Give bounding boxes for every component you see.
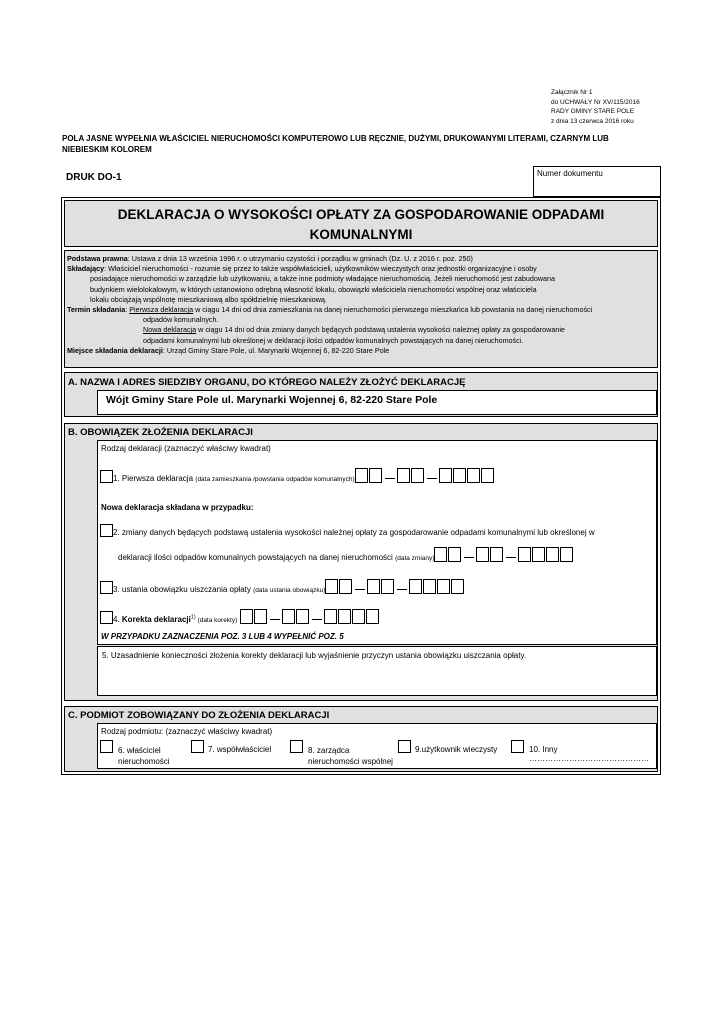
option-4-prefix: 4. (113, 615, 122, 624)
digit-box (352, 609, 365, 624)
digit-box (434, 547, 447, 562)
option-3-note: (data ustania obowiązku) (253, 587, 326, 594)
digit-box (448, 547, 461, 562)
option-6-line: nieruchomości (118, 757, 170, 766)
digit-box (296, 609, 309, 624)
digit-box (409, 579, 422, 594)
page-title: DEKLARACJA O WYSOKOŚCI OPŁATY ZA GOSPODAROWANIE ODPADAMI KOMUNALNYMI (64, 200, 658, 247)
owner-checkbox[interactable] (100, 740, 113, 753)
justification-field[interactable] (97, 646, 657, 696)
date-field-4[interactable] (240, 615, 380, 624)
manager-checkbox[interactable] (290, 740, 303, 753)
section-c-heading: C. PODMIOT ZOBOWIĄZANY DO ZŁOŻENIA DEKLARACJI (68, 710, 330, 721)
justification-label: 5. Uzasadnienie konieczności złożenia korekty deklaracji lub wyjaśnienie przyczyn ustania obowiązku uiszczania opłaty. (102, 651, 527, 660)
digit-box (481, 468, 494, 483)
subject-type-label: Rodzaj podmiotu: (zaznaczyć właściwy kwadrat) (101, 727, 273, 736)
option-7-label: 7. współwłaściciel (208, 745, 272, 754)
dash (506, 557, 516, 558)
other-checkbox[interactable] (511, 740, 524, 753)
dash (312, 619, 322, 620)
document-number-label: Numer dokumentu (537, 169, 603, 178)
option-6-line: 6. właściciel (118, 746, 161, 755)
filer-text: lokalu obciążają wspólnotę mieszkaniową albo spółdzielnię mieszkaniową. (90, 294, 327, 304)
legal-basis-label: Podstawa prawna (67, 254, 128, 263)
digit-box (324, 609, 337, 624)
authority-value: Wójt Gminy Stare Pole ul. Marynarki Wojennej 6, 82-220 Stare Pole (106, 394, 438, 406)
digit-box (560, 547, 573, 562)
option-4-label: Korekta deklaracji (121, 615, 191, 624)
date-field-1[interactable] (355, 474, 495, 483)
option-8-label (308, 745, 393, 767)
option-4-note: (data korekty) (195, 617, 238, 624)
attachment-line: Załącznik Nr 1 (551, 89, 593, 96)
digit-box (490, 547, 503, 562)
option-2-label: 2. zmiany danych będących podstawą ustalenia wysokości należnej opłaty za gospodarowanie odpadami komunalnymi lub określonej w (113, 528, 595, 537)
filer-text: posiadające nieruchomości w zarządzie lub użytkowaniu, a także inne podmioty władające nieruchomością. Jeżeli nieruchomość jest zabudowana (90, 274, 556, 284)
section-a-heading: A. NAZWA I ADRES SIEDZIBY ORGANU, DO KTÓREGO NALEŻY ZŁOŻYĆ DEKLARACJĘ (68, 377, 466, 388)
digit-box (439, 468, 452, 483)
digit-box (338, 609, 351, 624)
filer-text: : Właściciel nieruchomości - rozumie się przez to także współwłaścicieli, użytkowników wieczystych oraz jednostki organizacyjne i osoby (104, 264, 537, 274)
option-1-label: 1. Pierwsza deklaracja (113, 474, 194, 483)
digit-box (254, 609, 267, 624)
place-text: : Urząd Gminy Stare Pole, ul. Marynarki Wojennej 6, 82-220 Stare Pole (162, 345, 390, 355)
dash (270, 619, 280, 620)
option-8-line: 8. zarządca (308, 746, 350, 755)
deadline-first-text: w ciągu 14 dni od dnia zamieszkania na danej nieruchomości pierwszego mieszkańca lub powstania na danej nieruchomości (193, 305, 593, 315)
section-c (64, 706, 658, 772)
option-2-cont: deklaracji ilości odpadów komunalnych powstających na danej nieruchomości (118, 553, 393, 562)
form-code: DRUK DO-1 (66, 172, 122, 183)
fill-instructions: POLA JASNE WYPEŁNIA WŁAŚCICIEL NIERUCHOMOŚCI KOMPUTEROWO LUB RĘCZNIE, DUŻYMI, DRUKOWANYMI LITERAMI, CZARNYM LUB NIEBIESKIM KOLOREM (62, 134, 609, 154)
data-change-checkbox[interactable] (100, 524, 113, 537)
filer-label: Składający (67, 264, 105, 274)
declaration-type-box (97, 440, 657, 645)
option-6-label (118, 745, 170, 767)
digit-box (282, 609, 295, 624)
digit-box (437, 579, 450, 594)
option-2-row (100, 524, 595, 537)
subject-type-box (97, 723, 657, 769)
date-field-3[interactable] (325, 585, 465, 594)
dash (355, 589, 365, 590)
attachment-note (551, 88, 640, 126)
option-3-label: 3. ustania obowiązku uiszczania opłaty (113, 585, 251, 594)
attachment-line: z dnia 13 czerwca 2016 roku (551, 117, 634, 125)
option-1-note: (data zamieszkania /powstania odpadów komunalnych) (195, 476, 355, 483)
attachment-line: do UCHWAŁY Nr XV/115/2016 (551, 98, 640, 106)
option-1-row (100, 468, 495, 483)
digit-box (366, 609, 379, 624)
co-owner-checkbox[interactable] (191, 740, 204, 753)
section-b (64, 423, 658, 701)
digit-box (339, 579, 352, 594)
deadline-first-label: Pierwsza deklaracja (129, 305, 194, 315)
option-9-label: 9.użytkownik wieczysty (415, 745, 498, 754)
digit-box (518, 547, 531, 562)
digit-box (397, 468, 410, 483)
deadline-label: Termin składania (67, 305, 126, 315)
declaration-type-label: Rodzaj deklaracji (zaznaczyć właściwy kwadrat) (101, 444, 271, 453)
option-4-row (100, 609, 380, 624)
legal-basis-text: : Ustawa z dnia 13 września 1996 r. o utrzymaniu czystości i porządku w gminach (Dz. U. z 2016 r. poz. 250) (127, 254, 473, 263)
deadline-first-text: odpadów komunalnych. (143, 315, 219, 325)
digit-box (451, 579, 464, 594)
section-a (64, 372, 658, 417)
dash (385, 478, 395, 479)
perpetual-user-checkbox[interactable] (398, 740, 411, 753)
date-field-2[interactable] (434, 553, 574, 562)
digit-box (381, 579, 394, 594)
footnote-mark: 1) (190, 614, 196, 621)
digit-box (532, 547, 545, 562)
option-3-row (100, 579, 465, 594)
dash (427, 478, 437, 479)
dash (397, 589, 407, 590)
deadline-new-text: w ciągu 14 dni od dnia zmiany danych będących podstawą ustalenia wysokości należnej opłaty za gospodarowanie (196, 325, 565, 335)
digit-box (325, 579, 338, 594)
digit-box (476, 547, 489, 562)
option-2-note: (data zmiany) (395, 555, 435, 562)
obligation-end-checkbox[interactable] (100, 581, 113, 594)
correction-checkbox[interactable] (100, 611, 113, 624)
instruction-note: W PRZYPADKU ZAZNACZENIA POZ. 3 LUB 4 WYPEŁNIĆ POZ. 5 (101, 632, 344, 641)
filer-text: budynkiem wielolokalowym, w których ustanowiono odrębną własność lokalu, obowiązki właściciela nieruchomości wspólnej oraz właściciela (90, 284, 537, 294)
digit-box (546, 547, 559, 562)
place-label: Miejsce składania deklaracji (67, 345, 163, 355)
deadline-new-label: Nowa deklaracja (143, 325, 197, 335)
document-number-field[interactable] (533, 166, 661, 197)
digit-box (240, 609, 253, 624)
legal-basis-block: Podstawa prawna: Ustawa z dnia 13 września 1996 r. o utrzymaniu czystości i porządku w gminach (Dz. U. z 2016 r. poz. 250) Składający: Właściciel nieruchomości - rozumie się przez to także współwłaścicieli, użytkowników wieczystych oraz jednostki organizacyjne i osoby posiadające nieruchomości w zarządzie lub użytkowaniu, a także inne podmioty władające nieruchomością. Jeżeli nieruchomość jest zabudowana budynkiem wielolokalowym, w których ustanowiono odrębną własność lokalu, obowiązki właściciela nieruchomości wspólnej oraz właściciela lokalu obciążają wspólnotę mieszkaniową albo spółdzielnię mieszkaniową. Termin składania: Pierwsza deklaracja w ciągu 14 dni od dnia zamieszkania na danej nieruchomości pierwszego mieszkańca lub powstania na danej nieruchomości odpadów komunalnych. Nowa deklaracja w ciągu 14 dni od dnia zmiany danych będących podstawą ustalenia wysokości należnej opłaty za gospodarowanie odpadami komunalnymi lub określonej w deklaracji ilości odpadów komunalnych powstających na danej nieruchomości. Miejsce składania deklaracji: Urząd Gminy Stare Pole, ul. Marynarki Wojennej 6, 82-220 Stare Pole (64, 250, 658, 368)
option-8-line: nieruchomości wspólnej (308, 757, 393, 766)
digit-box (355, 468, 368, 483)
digit-box (367, 579, 380, 594)
digit-box (369, 468, 382, 483)
digit-box (411, 468, 424, 483)
first-declaration-checkbox[interactable] (100, 470, 113, 483)
option-10-label: 10. Inny ……………………………………… (529, 745, 649, 763)
deadline-new-text: odpadami komunalnymi lub określonej w deklaracji ilości odpadów komunalnych powstających na danej nieruchomości. (143, 335, 524, 345)
option-2-continuation (118, 547, 574, 562)
dash (464, 557, 474, 558)
new-declaration-header: Nowa deklaracja składana w przypadku: (101, 503, 254, 512)
digit-box (423, 579, 436, 594)
digit-box (467, 468, 480, 483)
section-b-heading: B. OBOWIĄZEK ZŁOŻENIA DEKLARACJI (68, 427, 253, 438)
attachment-line: RADY GMINY STARE POLE (551, 108, 635, 115)
authority-field[interactable] (97, 390, 657, 415)
digit-box (453, 468, 466, 483)
